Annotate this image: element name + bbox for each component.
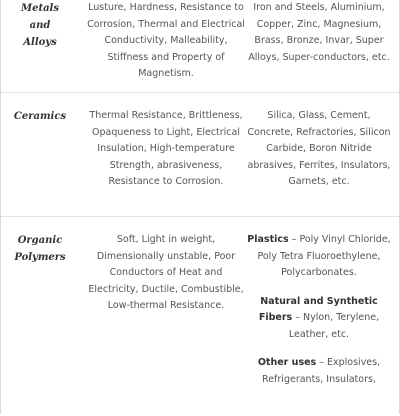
examples-cell: Iron and Steels, Aluminium, Copper, Zinc, Magnesium, Brass, Bronze, Invar, Super Alloys, Super-conductors, etc. xyxy=(248,2,390,63)
category-label: Organic xyxy=(17,235,63,246)
table-row-polymers xyxy=(1,216,399,416)
examples-cell: Silica, Glass, Cement, Concrete, Refractories, Silicon Carbide, Boron Nitride abrasives, Ferrites, Insulators, Garnets, etc. xyxy=(247,110,391,187)
category-cell xyxy=(1,0,79,51)
table-row-ceramics xyxy=(1,92,399,217)
category-label: and xyxy=(29,20,51,31)
category-label: Alloys xyxy=(23,37,57,48)
properties-cell: Soft, Light in weight, Dimensionally unstable, Poor Conductors of Heat and Electricity, Ductile, Combustible, Low-thermal Resistance. xyxy=(88,234,244,311)
example-heading: Other uses xyxy=(257,357,317,368)
example-text: – Poly Vinyl Chloride, Poly Tetra Fluoroethylene, Polycarbonates. xyxy=(257,234,391,278)
properties-cell: Thermal Resistance, Brittleness, Opaqueness to Light, Electrical Insulation, High-temperature Strength, abrasiveness, Resistance to Corrosion. xyxy=(89,110,243,187)
example-paragraph xyxy=(245,232,393,282)
table-row-metals xyxy=(1,0,399,93)
category-label: Ceramics xyxy=(13,111,67,122)
example-heading: Plastics xyxy=(247,234,289,245)
category-cell xyxy=(1,232,79,266)
example-heading: Natural and Synthetic Fibers xyxy=(258,295,378,323)
category-cell xyxy=(1,108,79,125)
category-label: Metals xyxy=(21,3,59,14)
examples-cell xyxy=(245,232,393,400)
properties-cell: Lusture, Hardness, Resistance to Corrosion, Thermal and Electrical Conductivity, Malleability, Stiffness and Property of Magnetism. xyxy=(87,2,245,79)
example-paragraph xyxy=(245,294,393,344)
example-paragraph xyxy=(245,355,393,388)
example-text: – Explosives, Refrigerants, Insulators, xyxy=(262,357,381,385)
example-text: – Nylon, Terylene, Leather, etc. xyxy=(288,312,380,340)
category-label: Polymers xyxy=(14,252,66,263)
